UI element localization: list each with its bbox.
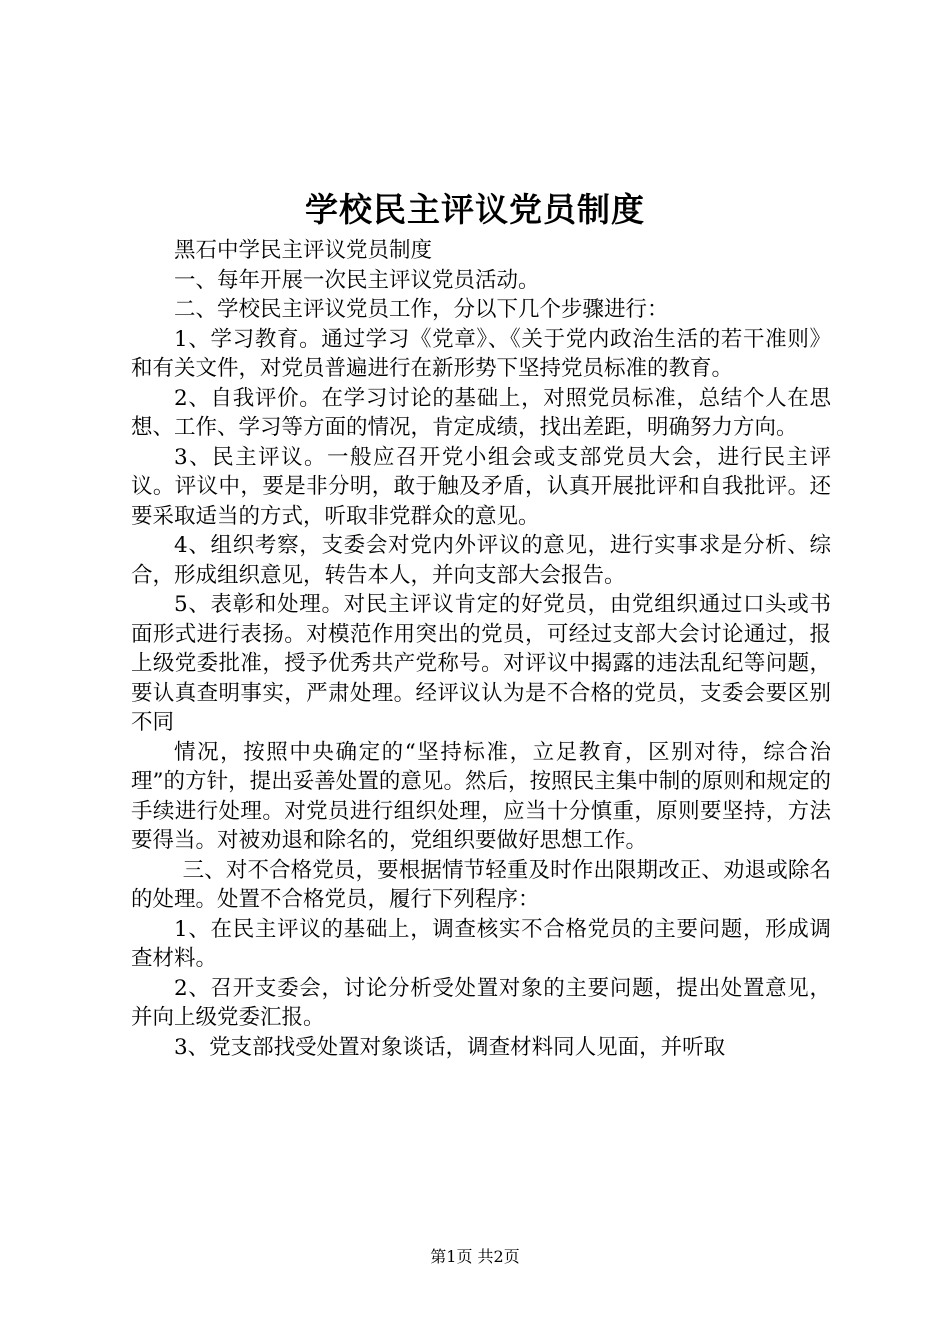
paragraph: 5、表彰和处理。对民主评议肯定的好党员，由党组织通过口头或书面形式进行表扬。对模范作用突出的党员，可经过支部大会讨论通过，报上级党委批准，授予优秀共产党称号。对评议中揭露的违法乱纪等问题，要认真查明事实，严肃处理。经评议认为是不合格的党员，支委会要区别不同 [131,592,831,735]
paragraph: 1、学习教育。通过学习《党章》、《关于党内政治生活的若干准则》和有关文件，对党员普遍进行在新形势下坚持党员标准的教育。 [131,326,831,381]
paragraph: 3、党支部找受处置对象谈话，调查材料同人见面，并听取 [174,1034,726,1060]
paragraph: 黑石中学民主评议党员制度 [174,238,433,263]
paragraph: 一、每年开展一次民主评议党员活动。 [174,267,540,293]
document-title: 学校民主评议党员制度 [305,190,645,229]
document-body [131,236,831,1062]
paragraph: 4、组织考察，支委会对党内外评议的意见，进行实事求是分析、综合，形成组织意见，转告本人，并向支部大会报告。 [131,533,831,588]
paragraph: 2、召开支委会，讨论分析受处置对象的主要问题，提出处置意见，并向上级党委汇报。 [131,975,831,1030]
paragraph: 二、学校民主评议党员工作，分以下几个步骤进行： [174,297,669,322]
paragraph: 情况，按照中央确定的“坚持标准，立足教育，区别对待，综合治理”的方针，提出妥善处置的意见。然后，按照民主集中制的原则和规定的手续进行处理。对党员进行组织处理，应当十分慎重，原则要坚持，方法要得当。对被劝退和除名的，党组织要做好思想工作。 [131,739,831,853]
paragraph: 1、在民主评议的基础上，调查核实不合格党员的主要问题，形成调查材料。 [131,916,831,971]
paragraph: 三、对不合格党员，要根据情节轻重及时作出限期改正、劝退或除名的处理。处置不合格党员，履行下列程序： [131,857,831,912]
paragraph: 3、民主评议。一般应召开党小组会或支部党员大会，进行民主评议。评议中，要是非分明，敢于触及矛盾，认真开展批评和自我批评。还要采取适当的方式，听取非党群众的意见。 [131,444,831,529]
paragraph: 2、自我评价。在学习讨论的基础上，对照党员标准，总结个人在思想、工作、学习等方面的情况，肯定成绩，找出差距，明确努力方向。 [131,385,831,440]
page-footer: 第1页 共2页 [430,1247,520,1266]
